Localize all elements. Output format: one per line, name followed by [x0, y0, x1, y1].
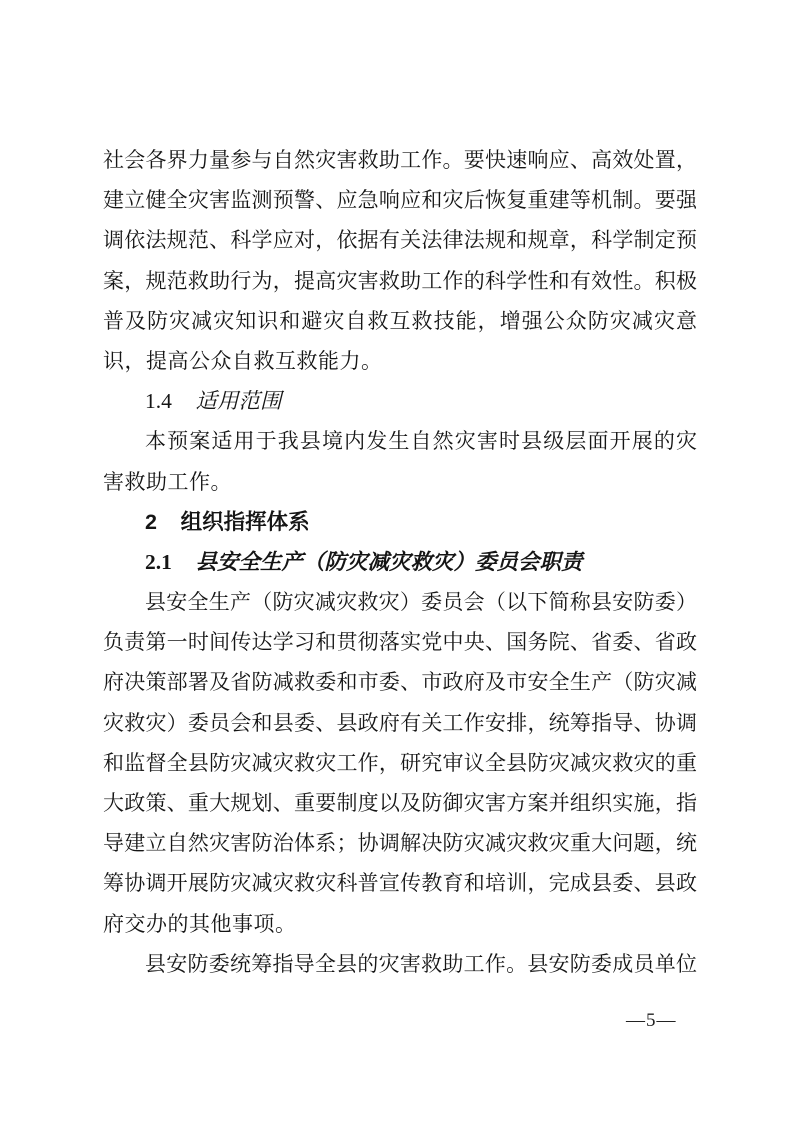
body-line: 灾救灾）委员会和县委、县政府有关工作安排，统筹指导、协调 — [103, 710, 697, 735]
body-line: 府交办的其他事项。 — [103, 911, 297, 936]
body-line: 负责第一时间传达学习和贯彻落实党中央、国务院、省委、省政 — [103, 630, 697, 655]
section-title: 县安全生产（防灾减灾救灾）委员会职责 — [195, 549, 583, 574]
body-line: 普及防灾减灾知识和避灾自救互救技能，增强公众防灾减灾意 — [103, 308, 697, 333]
body-line: 大政策、重大规划、重要制度以及防御灾害方案并组织实施，指 — [103, 791, 697, 815]
section-title: 适用范围 — [195, 389, 282, 414]
body-line: 筹协调开展防灾减灾救灾科普宣传教育和培训，完成县委、县政 — [103, 871, 697, 896]
body-line: 害救助工作。 — [103, 469, 232, 494]
section-number: 2.1 — [145, 549, 172, 574]
section-title: 组织指挥体系 — [180, 509, 310, 534]
section-number: 2 — [145, 509, 157, 534]
body-line: 社会各界力量参与自然灾害救助工作。要快速响应、高效处置， — [103, 148, 697, 172]
body-line: 识，提高公众自救互救能力。 — [103, 348, 383, 373]
body-line: 本预案适用于我县境内发生自然灾害时县级层面开展的灾 — [145, 429, 697, 454]
document-body — [103, 140, 697, 984]
section-heading-2-1 — [103, 542, 697, 582]
section-heading-1-4 — [103, 381, 697, 421]
body-line: 和监督全县防灾减灾救灾工作，研究审议全县防灾减灾救灾的重 — [103, 750, 697, 775]
body-line: 导建立自然灾害防治体系；协调解决防灾减灾救灾重大问题，统 — [103, 831, 697, 856]
body-line: 案，规范救助行为，提高灾害救助工作的科学性和有效性。积极 — [103, 268, 697, 293]
section-number: 1.4 — [145, 389, 172, 414]
section-heading-2 — [103, 502, 697, 542]
body-line: 县安防委统筹指导全县的灾害救助工作。县安防委成员单位 — [145, 951, 697, 976]
body-line: 县安全生产（防灾减灾救灾）委员会（以下简称县安防委） — [145, 590, 697, 615]
body-line: 调依法规范、科学应对，依据有关法律法规和规章，科学制定预 — [103, 228, 697, 253]
page-number: —5— — [626, 1010, 677, 1031]
body-line: 建立健全灾害监测预警、应急响应和灾后恢复重建等机制。要强 — [103, 188, 697, 213]
body-line: 府决策部署及省防减救委和市委、市政府及市安全生产（防灾减 — [103, 670, 697, 695]
